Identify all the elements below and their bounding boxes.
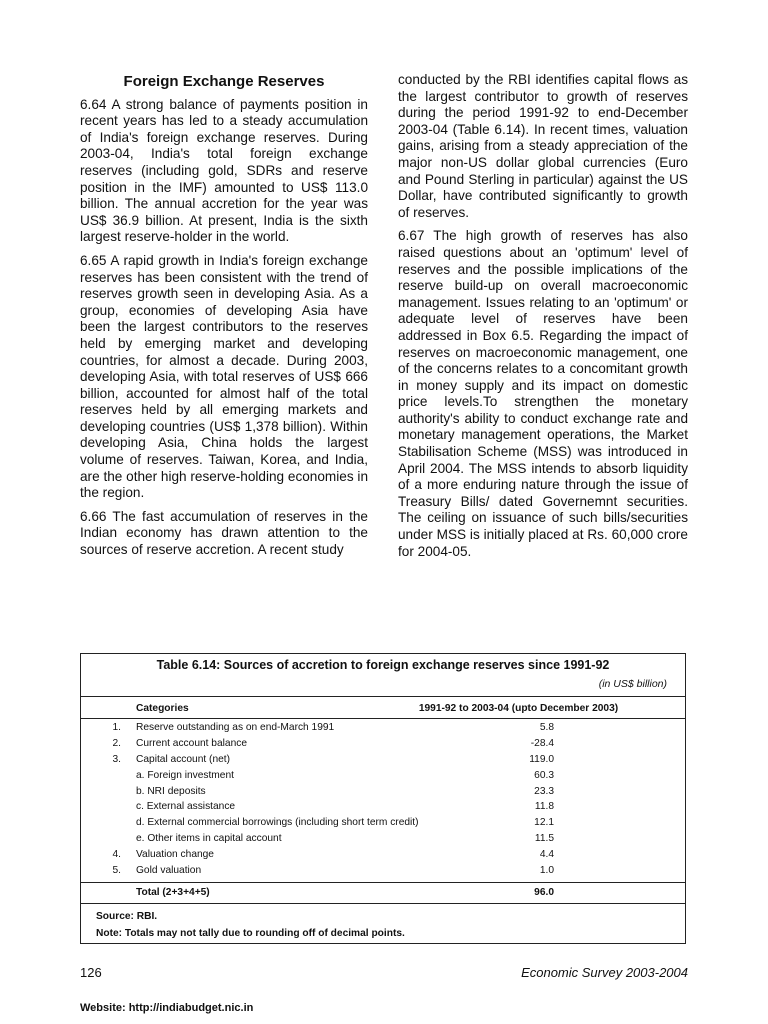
paragraph-6-64: 6.64 A strong balance of payments position in recent years has led to a steady accumulation of India's foreign exchange reserves. During 2003-04, India's total foreign exchange reserves (including gold, SDRs and reserve position in the IMF) amounted to US$ 113.0 billion. The annual accretion for the year was US$ 36.9 billion. At present, India is the sixth largest reserve-holder in the world. (80, 96, 368, 245)
row-category: Gold valuation (136, 865, 202, 877)
publication-title: Economic Survey 2003-2004 (521, 965, 688, 980)
table-row (81, 768, 685, 784)
row-value: 5.8 (539, 722, 554, 733)
row-value: 12.1 (534, 817, 554, 829)
table-row (81, 784, 685, 800)
row-value: 11.5 (534, 833, 554, 845)
table-body (81, 719, 685, 879)
total-label: Total (2+3+4+5) (136, 886, 210, 898)
table-title: Table 6.14: Sources of accretion to foreign exchange reserves since 1991-92 (156, 658, 610, 672)
row-value: 4.4 (539, 849, 554, 861)
column-header-period: 1991-92 to 2003-04 (upto December 2003) (418, 703, 619, 714)
table-row (81, 752, 685, 768)
section-heading: Foreign Exchange Reserves (123, 73, 325, 90)
row-category: c. External assistance (136, 801, 236, 813)
row-category: d. External commercial borrowings (including short term credit) (136, 817, 419, 829)
table-row (81, 847, 685, 863)
column-header-categories: Categories (136, 703, 189, 714)
right-column (398, 72, 688, 567)
table-row (81, 863, 685, 879)
row-value: 23.3 (534, 785, 554, 797)
row-value: 119.0 (529, 753, 554, 765)
row-value: -28.4 (530, 737, 554, 749)
table-row (81, 799, 685, 815)
row-value: 60.3 (534, 769, 554, 781)
row-category: Valuation change (136, 849, 214, 861)
row-number: 1. (112, 722, 121, 733)
table-header-row (81, 699, 685, 718)
website-link[interactable]: Website: http://indiabudget.nic.in (80, 1002, 254, 1014)
reserves-table (80, 653, 686, 944)
page-number: 126 (80, 965, 102, 980)
row-number: 5. (112, 865, 121, 877)
table-row (81, 815, 685, 831)
row-value: 11.8 (534, 801, 554, 813)
row-category: Current account balance (136, 737, 247, 749)
table-source: Source: RBI. (96, 910, 158, 922)
row-category: a. Foreign investment (136, 769, 234, 781)
paragraph-6-66-continued: conducted by the RBI identifies capital flows as the largest contributor to growth of reserves during the period 1991-92 to end-December 2003-04 (Table 6.14). In recent times, valuation gains, arising from a steady appreciation of the major non-US dollar global currencies (Euro and Pound Sterling in particular) against the US Dollar, have contributed significantly to growth of reserves. (398, 72, 688, 220)
table-row (81, 831, 685, 847)
table-notes (81, 904, 685, 942)
row-category: Capital account (net) (136, 753, 231, 765)
row-number: 2. (112, 737, 121, 749)
table-unit: (in US$ billion) (598, 678, 667, 690)
paragraph-6-67: 6.67 The high growth of reserves has also raised questions about an 'optimum' level of reserves and the possible implications of the reserve build-up on overall macroeconomic management. Issues relating to an 'optimum' or adequate level of reserves have been addressed in Box 6.5. Regarding the impact of reserves on macroeconomic management, one of the concerns relates to a concomitant growth in money supply and its impact on domestic price levels.To strengthen the monetary authority's ability to conduct exchange rate and monetary management operations, the Market Stabilisation Scheme (MSS) was introduced in April 2004. The MSS intends to absorb liquidity of a more enduring nature through the issue of Treasury Bills/ dated Governemnt securities. The ceiling on issuance of such bills/securities under MSS is initially placed at Rs. 60,000 crore for 2004-05. (398, 228, 688, 559)
table-row (81, 736, 685, 752)
table-top-rule (81, 696, 685, 697)
paragraph-6-66: 6.66 The fast accumulation of reserves in the Indian economy has drawn attention to the sources of reserve accretion. A recent study (80, 508, 368, 558)
left-column (80, 72, 368, 566)
row-number: 4. (112, 849, 121, 861)
table-note: Note: Totals may not tally due to rounding off of decimal points. (96, 927, 405, 939)
total-value: 96.0 (534, 886, 554, 898)
row-category: Reserve outstanding as on end-March 1991 (136, 722, 335, 733)
table-total-row (81, 883, 685, 903)
row-value: 1.0 (539, 865, 554, 877)
row-number: 3. (112, 753, 121, 765)
table-row (81, 720, 685, 736)
paragraph-6-65: 6.65 A rapid growth in India's foreign exchange reserves has been consistent with the trend of reserves growth seen in developing Asia. As a group, economies of developing Asia have been the largest contributors to the reserves held by emerging market and developing countries, for almost a decade. During 2003, developing Asia, with total reserves of US$ 666 billion, accounted for almost half of the total reserves held by all emerging markets and developing countries (US$ 1,378 billion). Within developing Asia, China holds the largest volume of reserves. Taiwan, Korea, and India, are the other high reserve-holding economies in the region. (80, 252, 368, 501)
row-category: e. Other items in capital account (136, 833, 282, 845)
row-category: b. NRI deposits (136, 785, 206, 797)
